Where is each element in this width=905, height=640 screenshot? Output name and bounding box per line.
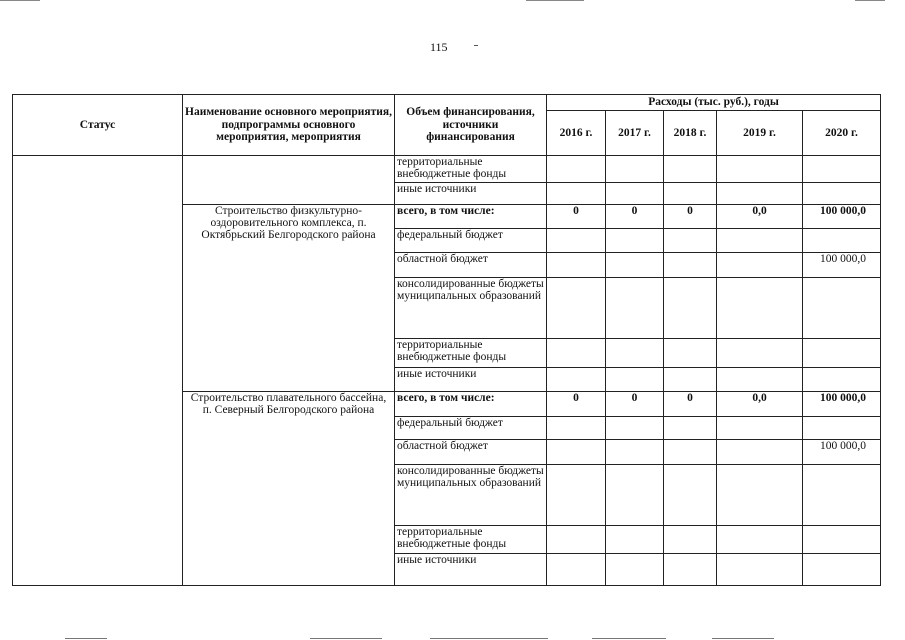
value-cell <box>803 229 881 253</box>
value-cell: 100 000,0 <box>803 253 881 278</box>
value-cell <box>606 526 664 554</box>
value-cell <box>606 183 664 205</box>
source-label: территориальные внебюджетные фонды <box>395 339 547 368</box>
scan-edge-line <box>310 638 382 639</box>
header-year-2018: 2018 г. <box>664 111 717 156</box>
scan-edge-line <box>430 638 548 639</box>
value-cell <box>803 339 881 368</box>
source-label: иные источники <box>395 368 547 392</box>
value-cell <box>664 183 717 205</box>
value-cell <box>547 339 606 368</box>
value-cell <box>547 368 606 392</box>
source-label: консолидированные бюджеты муниципальных образований <box>395 278 547 339</box>
value-cell <box>606 339 664 368</box>
value-cell <box>803 183 881 205</box>
value-cell <box>717 253 803 278</box>
value-cell: 0 <box>664 392 717 417</box>
value-cell <box>664 526 717 554</box>
value-cell <box>547 554 606 586</box>
value-cell <box>803 526 881 554</box>
scan-edge-line <box>855 0 885 1</box>
value-cell <box>717 368 803 392</box>
header-year-2019: 2019 г. <box>717 111 803 156</box>
value-cell <box>717 554 803 586</box>
value-cell <box>664 554 717 586</box>
header-volume: Объем финансирования, источники финансирования <box>395 95 547 156</box>
scan-edge-line <box>712 638 774 639</box>
event-name-empty <box>183 156 395 205</box>
source-label: областной бюджет <box>395 440 547 465</box>
value-cell <box>803 278 881 339</box>
value-cell: 100 000,0 <box>803 392 881 417</box>
value-cell <box>547 278 606 339</box>
value-cell <box>803 465 881 526</box>
source-label: федеральный бюджет <box>395 229 547 253</box>
value-cell <box>717 183 803 205</box>
value-cell <box>547 253 606 278</box>
value-cell <box>606 440 664 465</box>
value-cell <box>664 253 717 278</box>
value-cell <box>803 417 881 440</box>
value-cell <box>606 465 664 526</box>
value-cell <box>547 156 606 183</box>
header-status: Статус <box>13 95 183 156</box>
scan-speck <box>474 45 478 46</box>
value-cell: 0 <box>547 205 606 229</box>
scan-edge-line <box>65 638 107 639</box>
value-cell <box>717 417 803 440</box>
value-cell <box>606 278 664 339</box>
budget-table <box>12 94 881 586</box>
source-label: территориальные внебюджетные фонды <box>395 156 547 183</box>
value-cell <box>606 554 664 586</box>
scan-edge-line <box>592 638 666 639</box>
value-cell: 0,0 <box>717 205 803 229</box>
value-cell <box>664 278 717 339</box>
value-cell <box>803 554 881 586</box>
value-cell: 0,0 <box>717 392 803 417</box>
value-cell <box>717 156 803 183</box>
value-cell <box>606 417 664 440</box>
header-year-2020: 2020 г. <box>803 111 881 156</box>
value-cell <box>664 368 717 392</box>
event-name: Строительство физкультурно-оздоровительного комплекса, п. Октябрьский Белгородского района <box>183 205 395 392</box>
status-cell-empty <box>13 156 183 586</box>
value-cell <box>717 526 803 554</box>
source-label: всего, в том числе: <box>395 392 547 417</box>
value-cell <box>803 156 881 183</box>
value-cell <box>664 339 717 368</box>
value-cell <box>606 368 664 392</box>
scan-edge-line <box>526 0 584 1</box>
value-cell <box>606 229 664 253</box>
source-label: областной бюджет <box>395 253 547 278</box>
header-expenses: Расходы (тыс. руб.), годы <box>547 95 881 111</box>
value-cell: 100 000,0 <box>803 205 881 229</box>
page-number: 115 <box>430 40 448 54</box>
value-cell <box>547 465 606 526</box>
table-row <box>13 156 881 183</box>
header-event: Наименование основного мероприятия, подпрограммы основного мероприятия, мероприятия <box>183 95 395 156</box>
value-cell <box>717 339 803 368</box>
source-label: федеральный бюджет <box>395 417 547 440</box>
value-cell <box>664 156 717 183</box>
value-cell: 0 <box>606 392 664 417</box>
value-cell <box>717 465 803 526</box>
value-cell <box>717 440 803 465</box>
value-cell <box>717 278 803 339</box>
value-cell <box>547 417 606 440</box>
source-label: консолидированные бюджеты муниципальных образований <box>395 465 547 526</box>
source-label: всего, в том числе: <box>395 205 547 229</box>
source-label: иные источники <box>395 183 547 205</box>
value-cell <box>547 440 606 465</box>
value-cell <box>547 229 606 253</box>
value-cell <box>664 417 717 440</box>
value-cell: 100 000,0 <box>803 440 881 465</box>
header-year-2016: 2016 г. <box>547 111 606 156</box>
header-year-2017: 2017 г. <box>606 111 664 156</box>
value-cell <box>606 253 664 278</box>
event-name: Строительство плавательного бассейна, п. Северный Белгородского района <box>183 392 395 586</box>
value-cell: 0 <box>606 205 664 229</box>
value-cell <box>664 229 717 253</box>
value-cell: 0 <box>664 205 717 229</box>
value-cell: 0 <box>547 392 606 417</box>
value-cell <box>664 465 717 526</box>
value-cell <box>717 229 803 253</box>
value-cell <box>803 368 881 392</box>
source-label: иные источники <box>395 554 547 586</box>
value-cell <box>547 526 606 554</box>
source-label: территориальные внебюджетные фонды <box>395 526 547 554</box>
value-cell <box>606 156 664 183</box>
scan-edge-line <box>0 0 40 1</box>
value-cell <box>547 183 606 205</box>
value-cell <box>664 440 717 465</box>
